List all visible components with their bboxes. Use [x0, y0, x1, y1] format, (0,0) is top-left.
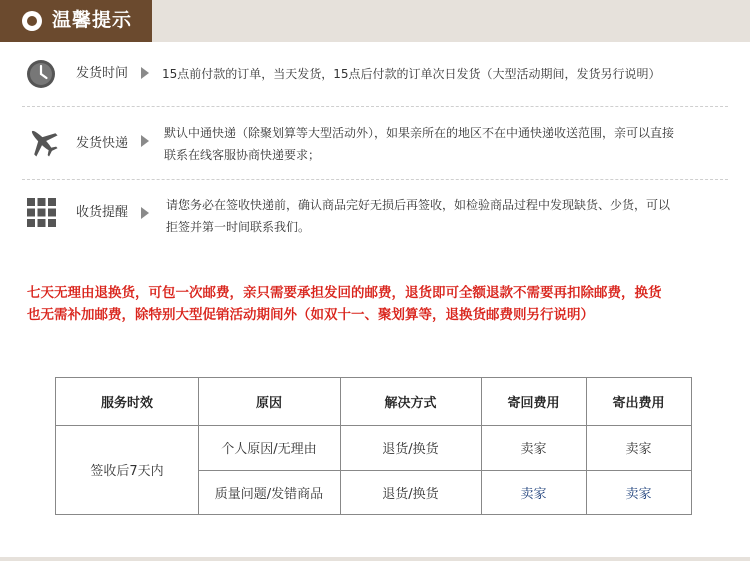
table-cell: 卖家	[625, 442, 652, 457]
header-tab	[0, 0, 152, 42]
divider	[22, 179, 728, 180]
receipt-reminder-line: 拒签并第一时间联系我们。	[166, 220, 311, 234]
shipping-time-text	[162, 63, 661, 85]
grid-icon	[27, 198, 56, 227]
table-header: 寄出费用	[612, 396, 665, 411]
courier-line: 默认中通快递（除聚划算等大型活动外），如果亲所在的地区不在中通快递收送范围，亲可以直接	[164, 126, 675, 140]
table-cell: 卖家	[520, 442, 547, 457]
notice-line: 七天无理由退换货，可包一次邮费，亲只需要承担发回的邮费，退货即可全额退款不需要再扣除邮费，换货	[27, 285, 662, 301]
clock-icon	[26, 59, 56, 89]
service-table	[55, 377, 692, 515]
table-header: 寄回费用	[507, 396, 560, 411]
table-cell: 卖家	[520, 486, 547, 502]
airplane-icon	[25, 124, 59, 158]
return-policy-notice	[27, 282, 739, 326]
arrow-right-icon	[141, 135, 149, 147]
table-cell: 退货/换货	[382, 486, 439, 502]
table-header: 服务时效	[100, 396, 153, 411]
table-cell: 个人原因/无理由	[221, 442, 317, 457]
table-header: 原因	[255, 396, 282, 411]
courier-text	[164, 122, 674, 166]
arrow-right-icon	[141, 67, 149, 79]
table-cell: 卖家	[625, 486, 652, 502]
shipping-time-line: 15点前付款的订单，当天发货，15点后付款的订单次日发货（大型活动期间，发货另行说明）	[162, 67, 661, 81]
header-title: 温馨提示	[52, 9, 133, 31]
receipt-reminder-text	[166, 194, 670, 238]
circle-bullet-icon	[22, 11, 42, 31]
courier-line: 联系在线客服协商快递要求；	[164, 148, 321, 162]
table-cell-service-period: 签收后7天内	[90, 464, 164, 479]
courier-label: 发货快递	[76, 136, 129, 151]
receipt-reminder-label: 收货提醒	[76, 205, 129, 220]
divider	[22, 106, 728, 107]
receipt-reminder-line: 请您务必在签收快递前，确认商品完好无损后再签收，如检验商品过程中发现缺货、少货，可以	[166, 198, 671, 212]
notice-line: 也无需补加邮费，除特别大型促销活动期间外（如双十一、聚划算等，退换货邮费则另行说明）	[27, 307, 594, 323]
table-cell: 质量问题/发错商品	[214, 486, 324, 502]
table-cell: 退货/换货	[382, 442, 439, 457]
table-header: 解决方式	[384, 396, 437, 411]
bottom-bar	[0, 557, 750, 561]
shipping-time-label: 发货时间	[76, 66, 129, 81]
arrow-right-icon	[141, 207, 149, 219]
